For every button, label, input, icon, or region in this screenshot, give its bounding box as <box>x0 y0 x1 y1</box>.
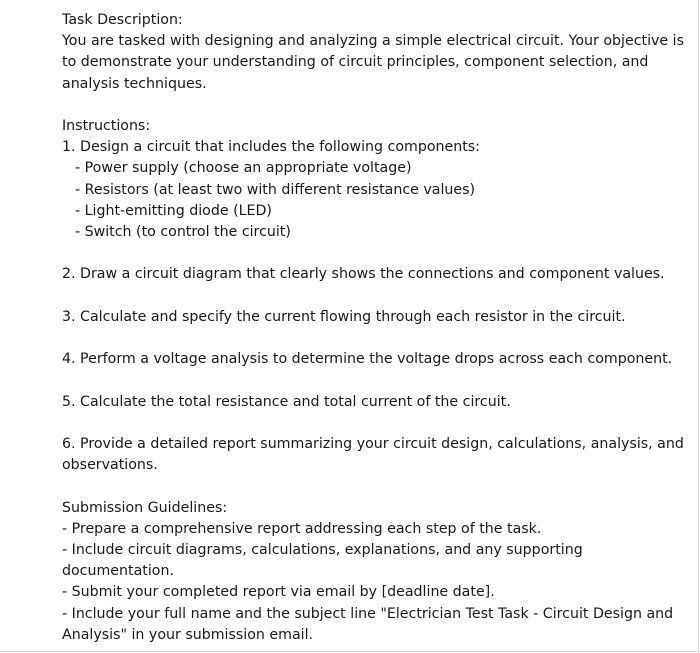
spacer <box>62 243 682 264</box>
spacer <box>62 95 682 116</box>
instruction-step-3: 3. Calculate and specify the current flowing through each resistor in the circuit. <box>62 308 626 325</box>
instruction-step-4: 4. Perform a voltage analysis to determine the voltage drops across each component. <box>62 351 673 368</box>
instruction-step-1: 1. Design a circuit that includes the following components: <box>62 139 480 156</box>
spacer <box>62 370 682 391</box>
submission-line: - Include circuit diagrams, calculations, explanations, and any supporting <box>62 541 583 558</box>
component-item: - Light-emitting diode (LED) <box>75 202 272 219</box>
submission-line: - Prepare a comprehensive report addressing each step of the task. <box>62 520 542 537</box>
spacer <box>62 328 682 349</box>
spacer <box>62 476 682 497</box>
task-description-line: You are tasked with designing and analyzing a simple electrical circuit. Your objective is <box>62 33 684 50</box>
submission-line: - Include your full name and the subject line "Electrician Test Task - Circuit Design and <box>62 605 674 622</box>
instructions-heading: Instructions: <box>62 118 151 134</box>
component-item: - Power supply (choose an appropriate voltage) <box>75 160 412 177</box>
component-item: - Resistors (at least two with different resistance values) <box>75 181 476 198</box>
instruction-step-6: 6. Provide a detailed report summarizing your circuit design, calculations, analysis, and <box>62 435 684 452</box>
instruction-step-6-cont: observations. <box>62 457 158 474</box>
submission-line: Analysis" in your submission email. <box>62 626 314 643</box>
submission-heading: Submission Guidelines: <box>62 499 228 516</box>
task-description-heading: Task Description: <box>62 12 183 28</box>
instruction-step-5: 5. Calculate the total resistance and total current of the circuit. <box>62 393 511 410</box>
submission-line: - Submit your completed report via email by [deadline date]. <box>62 584 495 601</box>
task-description-line: analysis techniques. <box>62 75 207 92</box>
task-description-line: to demonstrate your understanding of circuit principles, component selection, and <box>62 54 649 71</box>
document-body <box>62 10 682 646</box>
component-item: - Switch (to control the circuit) <box>75 224 291 241</box>
spacer <box>62 286 682 307</box>
spacer <box>62 413 682 434</box>
instruction-step-2: 2. Draw a circuit diagram that clearly shows the connections and component values. <box>62 266 665 283</box>
submission-line: documentation. <box>62 563 174 580</box>
